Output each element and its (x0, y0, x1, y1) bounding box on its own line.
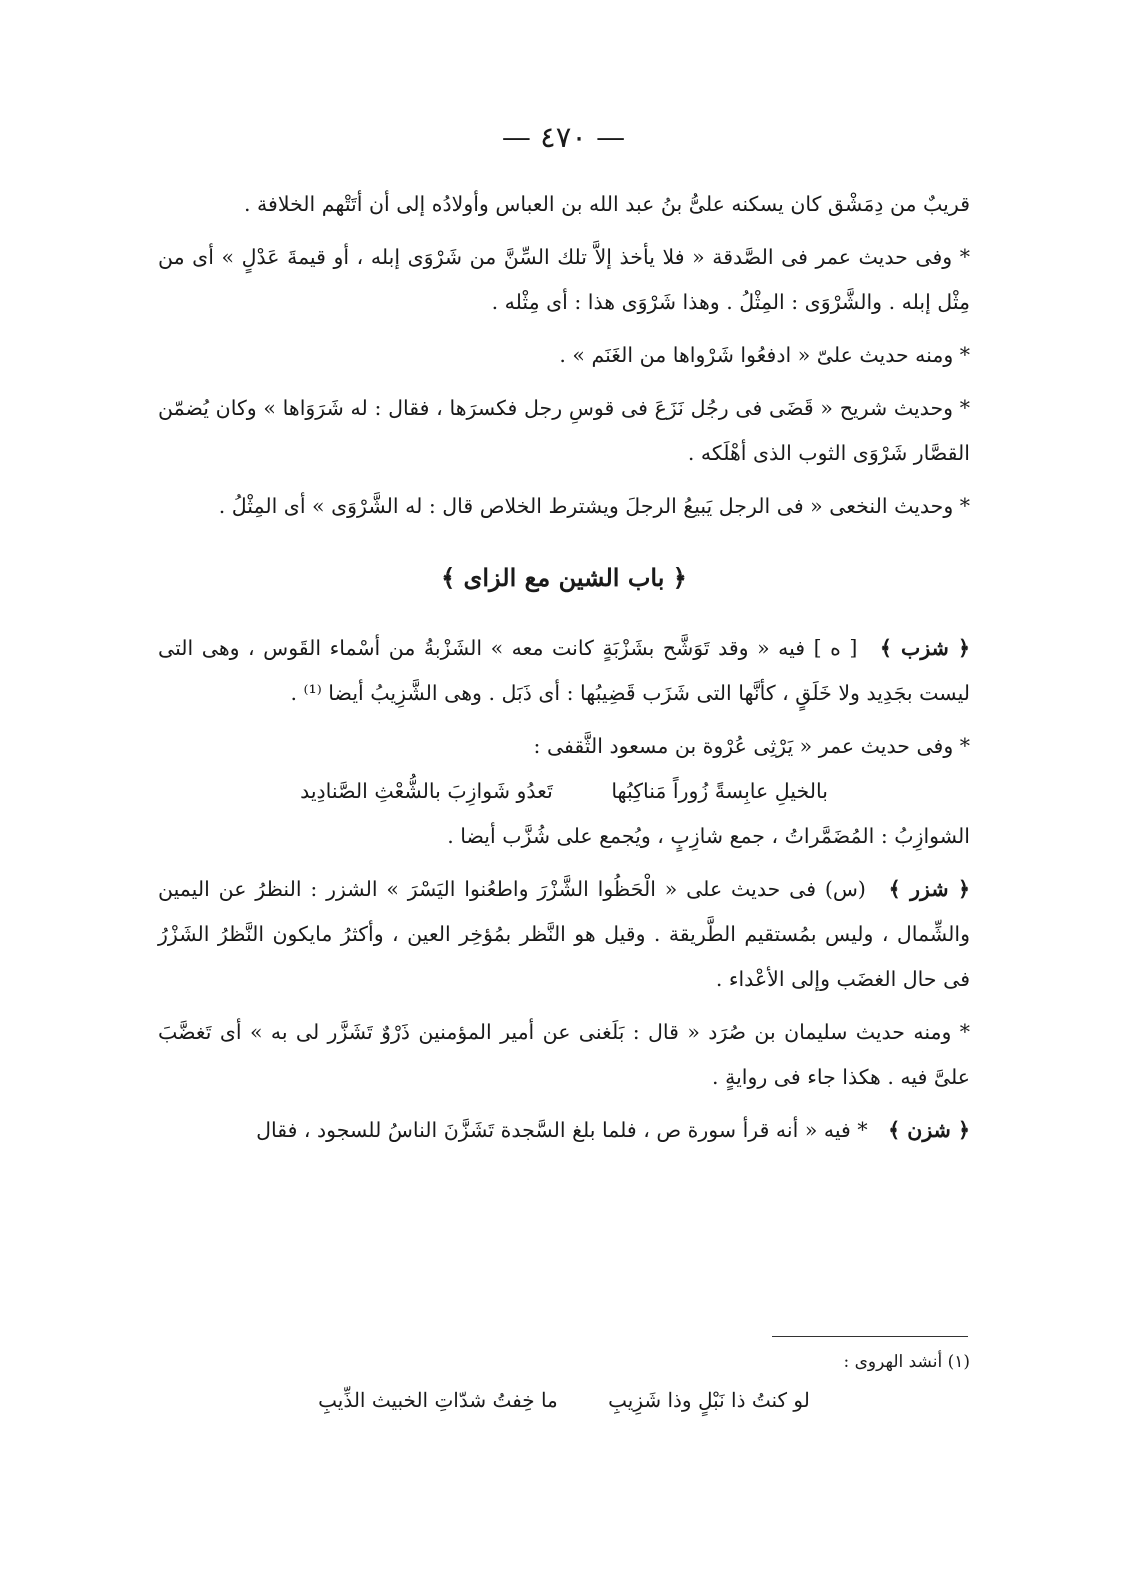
footnote-divider (772, 1336, 968, 1337)
verse-hemistich-first: بالخيلِ عابِسةً زُوراً مَناكِبُها (611, 779, 828, 803)
entry-text-shazar: (س) فى حديث على « الْحَظُوا الشَّزْرَ واطعُنوا اليَسْرَ » الشزر : النظرُ عن اليمين والشِّمال ، وليس بمُستقيم الطَّريقة . وقيل هو النَّظر بمُؤخِر العين ، وأكثرُ مايكون النَّظرُ الشَزْرُ فى حال الغضَب وإلى الأعْداء . (158, 877, 970, 991)
footnote-verse (158, 1388, 970, 1412)
section-title: ﴿ باب الشين مع الزاى ﴾ (441, 563, 687, 592)
paragraph-shurayh: * وحديث شريح « قَضَى فى رجُل نَزَعَ فى قوسِ رجل فكسرَها ، فقال : له شَرَوَاها » وكان يُضمّن القصَّار شَرْوَى الثوب الذى أهْلَكه . (158, 396, 970, 465)
paragraph-omar-sadaqa: * وفى حديث عمر فى الصَّدقة « فلا يأخذ إلاَّ تلك السِّنَّ من شَرْوَى إبله ، أو قيمةَ عَدْلٍ » أى من مِثْل إبله . والشَّرْوَى : المِثْلُ . وهذا شَرْوَى هذا : أى مِثْله . (158, 245, 970, 314)
entry-shazar (158, 867, 970, 1002)
paragraph-continuation: قريبٌ من دِمَشْق كان يسكنه علىُّ بنُ عبد الله بن العباس وأولادُه إلى أن أتَتْهم الخلافة . (244, 192, 970, 216)
footnote-label: (١) أنشد الهروى : (843, 1352, 970, 1372)
paragraph-suleiman: * ومنه حديث سليمان بن صُرَد « قال : بَلَغنى عن أمير المؤمنين ذَرْوٌ تَشَزَّر لى به » أى تَغضَّبَ علىَّ فيه . هكذا جاء فى روايةٍ . (158, 1020, 970, 1089)
entry-key-shazan: ﴿ شزن ﴾ (888, 1118, 970, 1142)
entry-text-shazan: * فيه « أنه قرأ سورة ص ، فلما بلغ السَّجدة تَشَزَّنَ الناسُ للسجود ، فقال (256, 1118, 868, 1142)
poem-verse (158, 769, 970, 814)
entry-shazab (158, 626, 970, 716)
paragraph-shawazib: الشوازِبُ : المُضَمَّراتُ ، جمع شازِبٍ ، ويُجمع على شُزَّب أيضا . (447, 824, 970, 848)
entry-key-shazab: ﴿ شزب ﴾ (879, 636, 970, 660)
page-number: — ٤٧٠ — (501, 120, 626, 154)
paragraph-nakhai: * وحديث النخعى « فى الرجل يَبيعُ الرجلَ ويشترط الخلاص قال : له الشَّرْوَى » أى المِثْلُ . (218, 494, 970, 518)
paragraph-ali-sharwa: * ومنه حديث علىّ « ادفعُوا شَرْواها من الغَنَم » . (559, 343, 970, 367)
entry-shazan (158, 1108, 970, 1153)
verse-hemistich-second: تَعدُو شَوازِبَ بالشُّعْثِ الصَّنادِيد (300, 779, 553, 803)
entry-text-shazab: [ ه ] فيه « وقد تَوَشَّح بشَزْبَةٍ كانت معه » الشَزْبةُ من أسْماء القَوس ، وهى التى ليست بجَدِيد ولا خَلَقٍ ، كأنَّها التى شَزَب قَضِيبُها : أى ذَبَل . وهى الشَّزِيبُ أيضا ⁽¹⁾ . (158, 636, 970, 705)
paragraph-omar-elegy: * وفى حديث عمر « يَرْثِى عُرْوة بن مسعود الثَّقفى : (533, 734, 970, 758)
main-text (158, 182, 970, 1161)
footnote-hemistich-first: لو كنتُ ذا نَبْلٍ وذا شَزِيبِ (608, 1388, 810, 1412)
footnote-hemistich-second: ما خِفتُ شدّاتِ الخبيث الذِّيبِ (318, 1388, 558, 1412)
entry-key-shazar: ﴿ شزر ﴾ (888, 877, 970, 901)
